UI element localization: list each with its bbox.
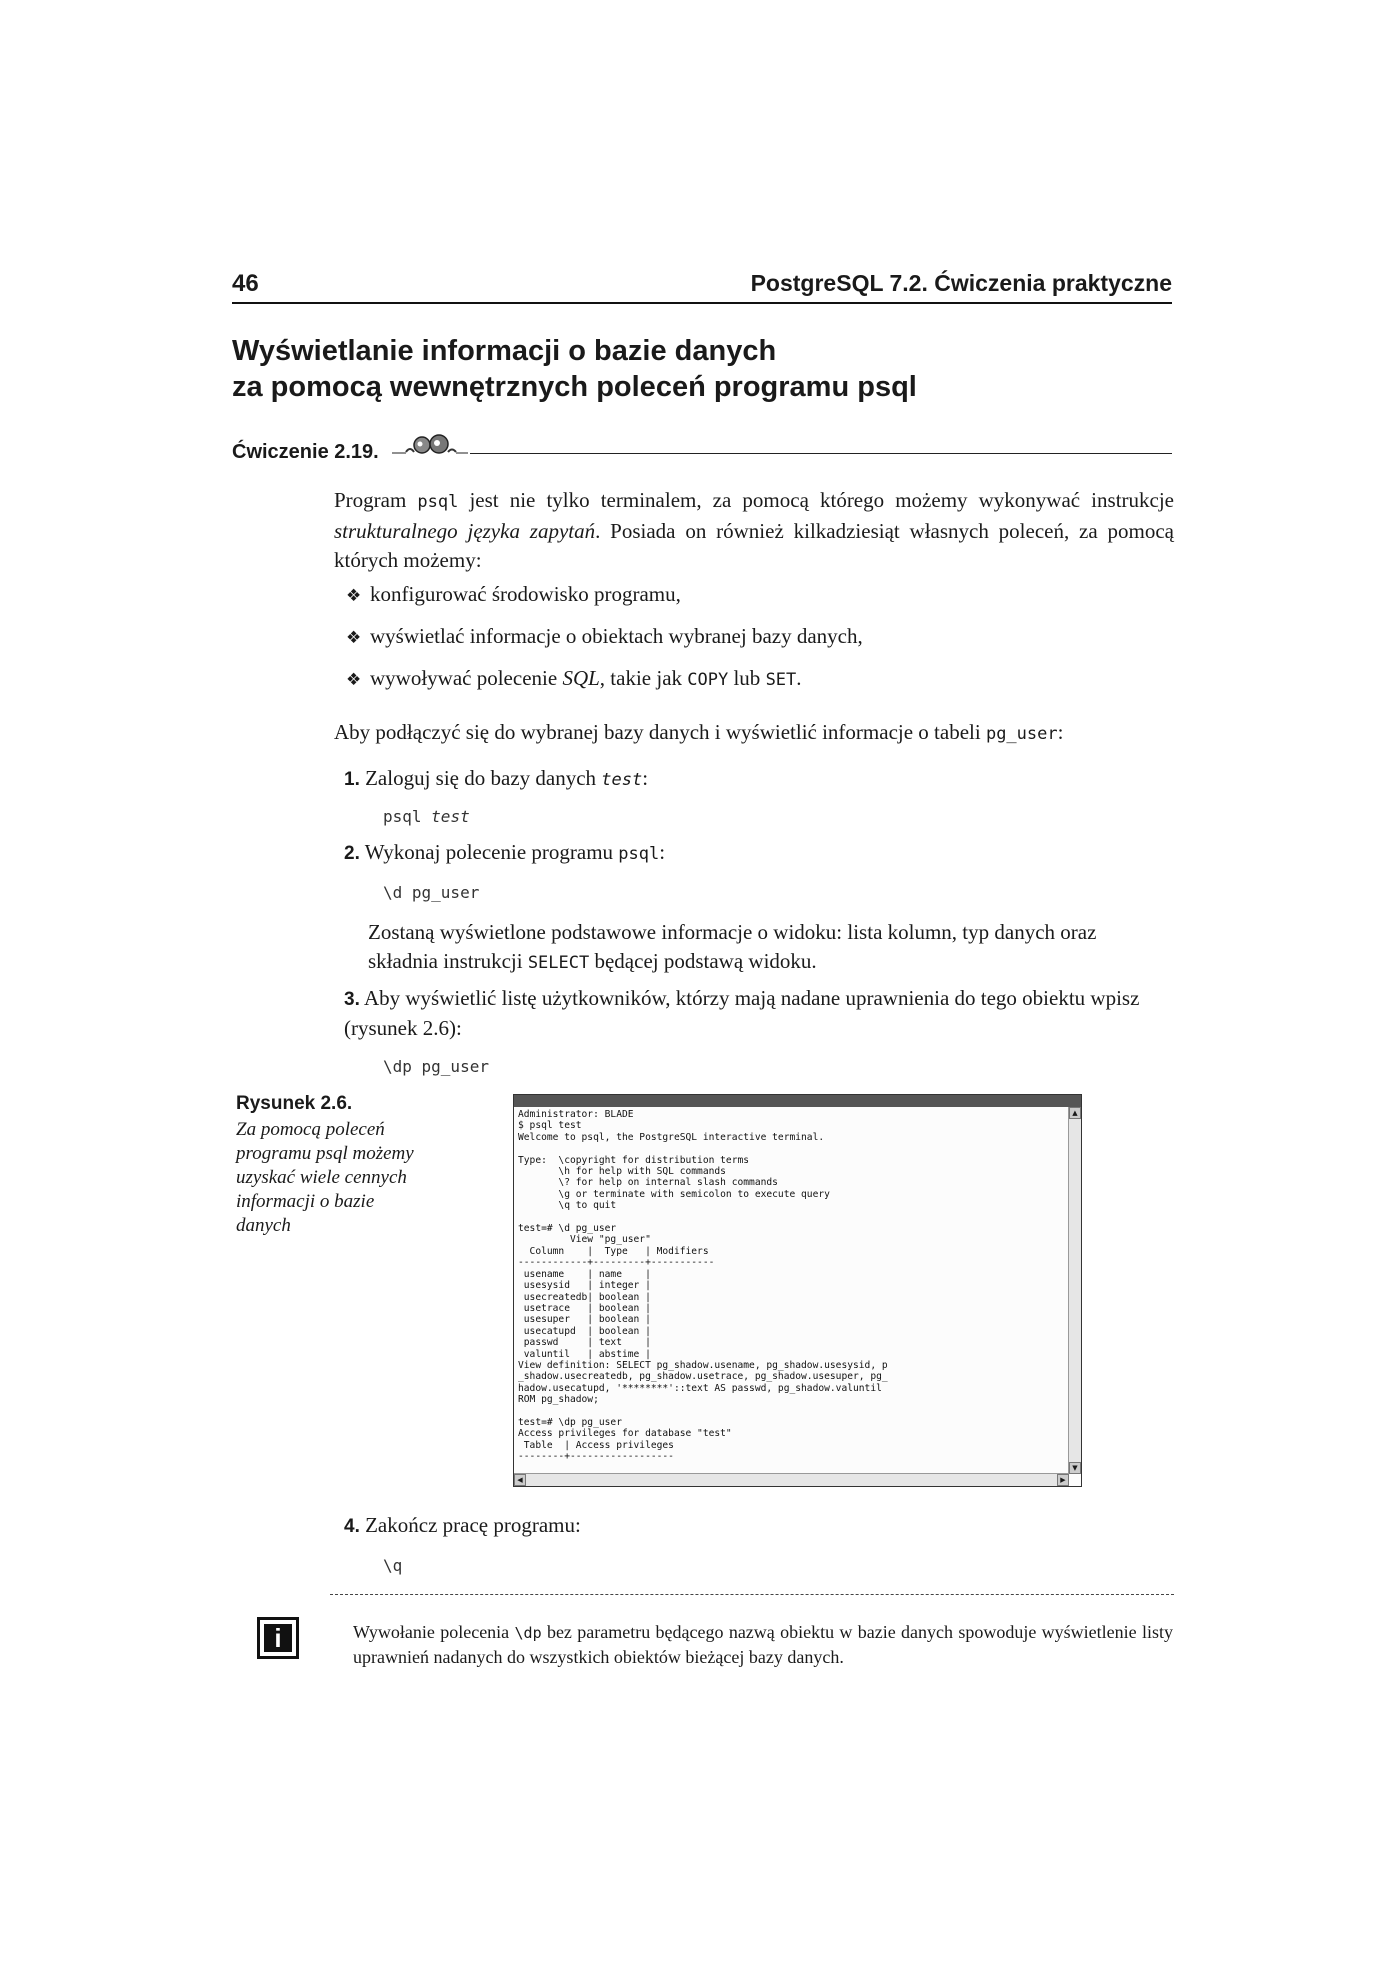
diamond-bullet-icon: ❖: [346, 586, 362, 606]
scroll-up-arrow-icon[interactable]: ▲: [1069, 1107, 1081, 1119]
step-1: 1. Zaloguj się do bazy danych test:: [344, 766, 649, 790]
step-3: 3. Aby wyświetlić listę użytkowników, którzy mają nadane uprawnienia do tego obiektu wpisz (rysunek 2.6):: [344, 986, 1140, 1040]
difficulty-icon: [392, 432, 468, 460]
terminal-horizontal-scrollbar[interactable]: [514, 1473, 1069, 1486]
scroll-right-arrow-icon[interactable]: ▶: [1057, 1474, 1069, 1486]
header-rule: [232, 302, 1172, 304]
list-item: ❖ wywoływać polecenie SQL, takie jak COPY lub SET.: [346, 664, 863, 706]
command-d-pg-user: \d pg_user: [383, 883, 480, 902]
lead-sentence: Aby podłączyć się do wybranej bazy danych i wyświetlić informacje o tabeli pg_user:: [334, 720, 1064, 744]
exercise-rule: [470, 453, 1172, 454]
section-title-line-1: Wyświetlanie informacji o bazie danych: [232, 335, 777, 367]
list-item: ❖ konfigurować środowisko programu,: [346, 580, 863, 622]
page-number: 46: [232, 270, 259, 297]
scroll-left-arrow-icon[interactable]: ◀: [514, 1474, 526, 1486]
diamond-bullet-icon: ❖: [346, 628, 362, 648]
note-text: Wywołanie polecenia \dp bez parametru będącego nazwą obiektu w bazie danych spowoduje wyświetlenie listy uprawnień nadanych do wszystkich obiektów bieżącej bazy danych.: [353, 1622, 1173, 1667]
terminal-output: Administrator: BLADE $ psql test Welcome to psql, the PostgreSQL interactive terminal. Type: \copyright for distribution terms \h for help with SQL commands \? for help on internal slash commands \g or terminate with semicolon to execute query \q to quit test=# \d pg_user View "pg_user" Column | Type | Modifiers ------------+---------+----------- usename | name | usesysid | integer | usecreatedb| boolean | usetrace | boolean | usesuper | boolean | usecatupd | boolean | passwd | text | valuntil | abstime | View definition: SELECT pg_shadow.usename, pg_shadow.usesysid, p _shadow.usecreatedb, pg_shadow.usetrace, pg_shadow.usesuper, pg_ hadow.usecatupd, '********'::text AS passwd, pg_shadow.valuntil ROM pg_shadow; test=# \dp pg_user Access privileges for database "test" Table | Access privileges --------+------------------: [518, 1109, 888, 1463]
terminal-titlebar: [514, 1095, 1081, 1107]
figure-label: Rysunek 2.6.: [236, 1093, 353, 1114]
section-title: [232, 333, 1132, 405]
command-quit: \q: [383, 1556, 403, 1575]
command-dp-pg-user: \dp pg_user: [383, 1057, 489, 1076]
step-2: 2. Wykonaj polecenie programu psql:: [344, 840, 666, 864]
section-title-line-2: za pomocą wewnętrznych poleceń programu psql: [232, 371, 917, 403]
command-psql-test: psql test: [383, 807, 470, 826]
scroll-down-arrow-icon[interactable]: ▼: [1069, 1462, 1081, 1474]
code-psql: psql: [417, 492, 459, 512]
list-item: ❖ wyświetlać informacje o obiektach wybranej bazy danych,: [346, 622, 863, 664]
exercise-label: Ćwiczenie 2.19.: [232, 441, 379, 463]
emphasis-sql: strukturalnego języka zapytań: [334, 519, 596, 543]
figure-caption: Za pomocą poleceń programu psql możemy uzyskać wiele cennych informacji o bazie danych: [236, 1119, 414, 1236]
intro-paragraph: Program psql jest nie tylko terminalem, za pomocą którego możemy wykonywać instrukcje strukturalnego języka zapytań. Posiada on również kilkadziesiąt własnych poleceń, za pomocą których możemy:: [334, 488, 1174, 572]
diamond-bullet-icon: ❖: [346, 670, 362, 690]
step-2-description: Zostaną wyświetlone podstawowe informacje o widoku: lista kolumn, typ danych oraz składnia instrukcji SELECT będącej podstawą widoku.: [368, 920, 1097, 973]
step-4: 4. Zakończ pracę programu:: [344, 1513, 581, 1537]
info-icon: i: [257, 1617, 299, 1659]
feature-list: [346, 580, 863, 706]
terminal-vertical-scrollbar[interactable]: [1068, 1107, 1081, 1474]
running-title: PostgreSQL 7.2. Ćwiczenia praktyczne: [750, 270, 1172, 296]
terminal-screenshot: [513, 1094, 1082, 1487]
note-divider: [330, 1594, 1174, 1595]
